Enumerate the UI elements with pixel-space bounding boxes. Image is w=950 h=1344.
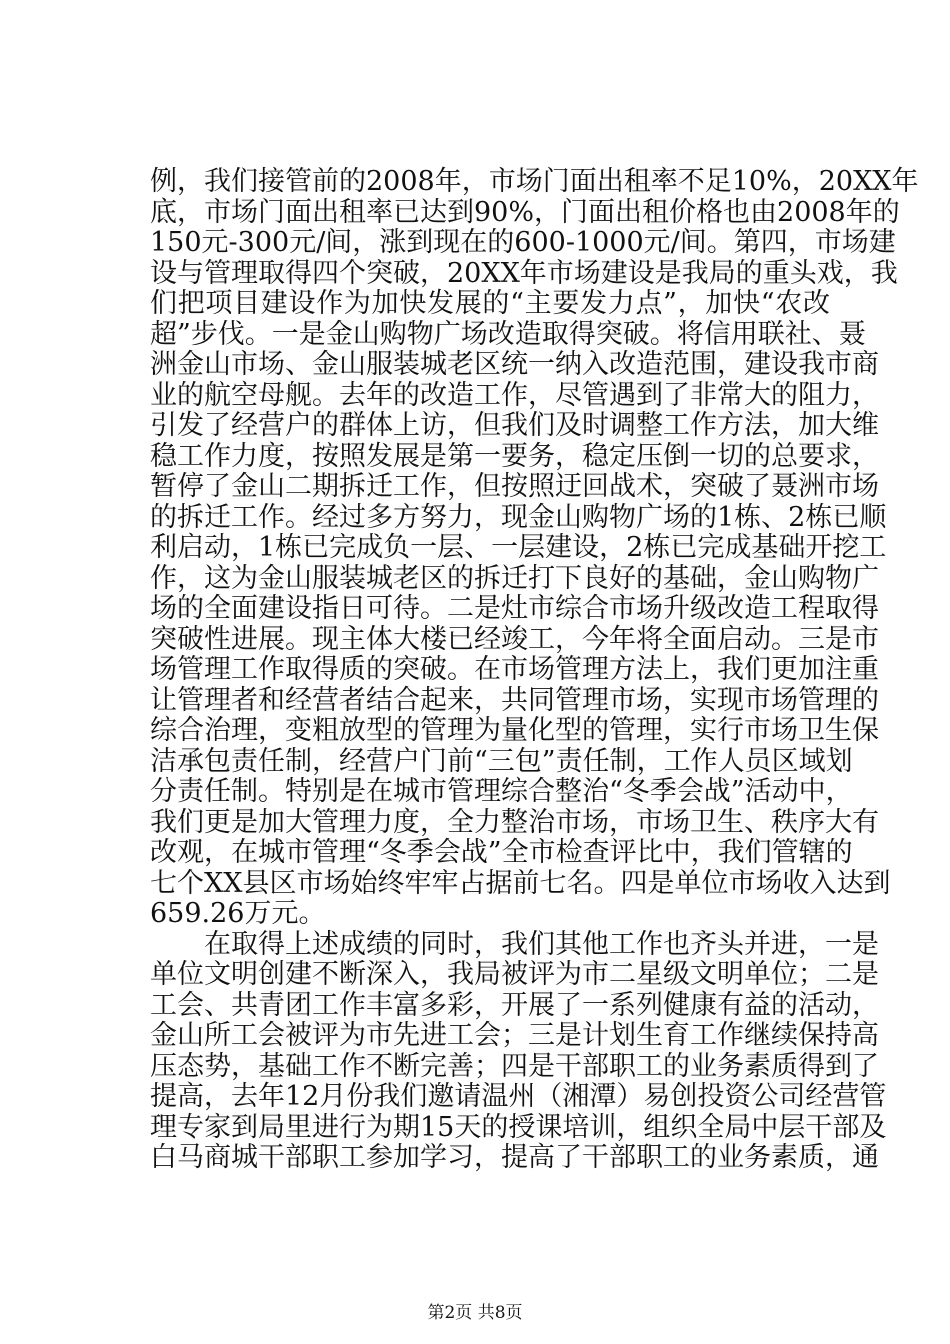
text-line: 提高，去年12月份我们邀请温州（湘潭）易创投资公司经营管 (150, 1081, 887, 1112)
text-line: 超”步伐。一是金山购物广场改造取得突破。将信用联社、聂 (150, 318, 866, 350)
paragraph (150, 166, 919, 930)
text-line: 金山所工会被评为市先进工会；三是计划生育工作继续保持高 (150, 1020, 879, 1051)
page-number-footer: 第2页 共8页 (427, 1303, 523, 1323)
text-line: 洲金山市场、金山服装城老区统一纳入改造范围，建设我市商 (150, 349, 879, 380)
text-line: 理专家到局里进行为期15天的授课培训，组织全局中层干部及 (150, 1111, 887, 1143)
text-line: 场的全面建设指日可待。二是灶市综合市场升级改造工程取得 (150, 593, 879, 624)
text-line: 的拆迁工作。经过多方努力，现金山购物广场的1栋、2栋已顺 (150, 501, 887, 533)
text-line: 工会、共青团工作丰富多彩，开展了一系列健康有益的活动， (150, 989, 879, 1021)
text-line: 让管理者和经营者结合起来，共同管理市场，实现市场管理的 (150, 684, 879, 716)
text-line: 利启动，1栋已完成负一层、一层建设，2栋已完成基础开挖工 (150, 532, 887, 563)
text-line: 我们更是加大管理力度，全力整治市场，市场卫生、秩序大有 (150, 806, 879, 838)
text-line: 作，这为金山服装城老区的拆迁打下良好的基础，金山购物广 (150, 562, 879, 594)
text-line: 150元-300元/间，涨到现在的600-1000元/间。第四，市场建 (150, 227, 896, 258)
text-line: 改观，在城市管理“冬季会战”全市检查评比中，我们管辖的 (150, 837, 853, 868)
text-line: 稳工作力度，按照发展是第一要务，稳定压倒一切的总要求， (150, 440, 879, 472)
text-line: 设与管理取得四个突破，20XX年市场建设是我局的重头戏，我 (150, 257, 898, 289)
text-line: 底，市场门面出租率已达到90%，门面出租价格也由2008年的 (150, 196, 900, 228)
document-body (150, 166, 919, 1174)
text-line: 洁承包责任制，经营户门前“三包”责任制，工作人员区域划 (150, 745, 853, 777)
text-line: 例，我们接管前的2008年，市场门面出租率不足10%，20XX年 (150, 166, 919, 197)
text-line: 659.26万元。 (150, 898, 326, 929)
text-line: 场管理工作取得质的突破。在市场管理方法上，我们更加注重 (150, 654, 879, 685)
text-line: 七个XX县区市场始终牢牢占据前七名。四是单位市场收入达到 (150, 867, 891, 899)
text-line: 引发了经营户的群体上访，但我们及时调整工作方法，加大维 (150, 410, 879, 441)
text-line: 暂停了金山二期拆迁工作，但按照迂回战术，突破了聂洲市场 (150, 471, 879, 502)
text-line: 在取得上述成绩的同时，我们其他工作也齐头并进，一是 (150, 928, 879, 960)
text-line: 白马商城干部职工参加学习，提高了干部职工的业务素质，通 (150, 1142, 879, 1173)
text-line: 综合治理，变粗放型的管理为量化型的管理，实行市场卫生保 (150, 715, 879, 746)
text-line: 业的航空母舰。去年的改造工作，尽管遇到了非常大的阻力， (150, 379, 879, 411)
text-line: 分责任制。特别是在城市管理综合整治“冬季会战”活动中， (150, 776, 853, 807)
text-line: 压态势，基础工作不断完善；四是干部职工的业务素质得到了 (150, 1050, 879, 1082)
text-line: 突破性进展。现主体大楼已经竣工，今年将全面启动。三是市 (150, 623, 879, 655)
text-line: 单位文明创建不断深入，我局被评为市二星级文明单位；二是 (150, 959, 879, 990)
text-line: 们把项目建设作为加快发展的“主要发力点”，加快“农改 (150, 288, 830, 319)
paragraph (150, 928, 887, 1174)
